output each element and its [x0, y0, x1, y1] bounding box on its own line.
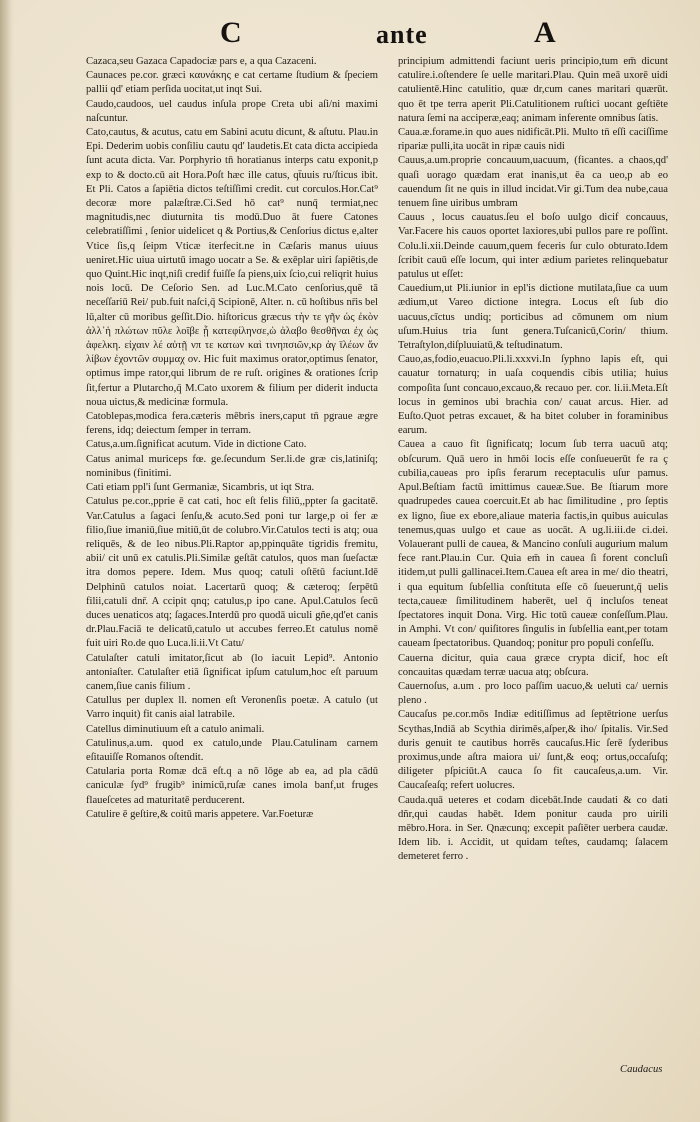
dictionary-entry: Cazaca,seu Gazaca Capadociæ pars e, a qua Cazaceni.	[86, 56, 317, 67]
dictionary-entry: Catulaſter catuli imitator,ſicut ab (lo iacuit Lepid⁹. Antonio antoniaſter. Catulaſter etiā ſignificat ipſum catulum,hoc eſt paruum canem,ſiue canis filium .	[86, 652, 378, 692]
running-head-word: ante	[376, 20, 428, 49]
running-head	[70, 16, 670, 56]
dictionary-entry: Catulinus,a.um. quod ex catulo,unde Plau.Catulinam carnem eſitauiſſe Romanos oſtendit.	[86, 737, 378, 763]
dictionary-entry: Catularia porta Romæ dcā eſt.q a nō lōge ab ea, ad pla cādū caniculæ ſyd⁹ frugib⁹ inimicū,ruſæ canes imola banf,ut fruges flaueſcetes ad maturitatē perducerent.	[86, 766, 378, 806]
dictionary-entry: Cauus , locus cauatus.ſeu el boſo uulgo dicif concauus, Var.Facere his cauos oportet laxiores,ubi pullos pare re poſſint. Colu.li.xii.Deinde cauum,quem feceris ſur culo obturato.Idem ſcribit cauū eſſe locum, qui inter ædium parietes relinquebatur patulus ut eſſet:	[398, 212, 668, 281]
dictionary-entry: Caudo,caudoos, uel caudus inſula prope Creta ubi aſi/ni maximi naſcuntur.	[86, 98, 378, 124]
running-head-right-letter: A	[534, 16, 556, 49]
dictionary-entry: Catellus diminutiuum eſt a catulo animali.	[86, 723, 265, 735]
left-text-column	[86, 55, 378, 822]
dictionary-entry: principium admittendi faciunt ueris principio,tum em̄ dicunt catulire.i.oſtendere ſe uelle maritari.Plau. Quin meā uxorē uidi catulientē.Hinc catulitio, quæ dr,cum canes maritari quærūt. quo ēt tpe terra aperit Pli.Catulitionem ruſtici uocant geſtiēte natura ſemi na acciperæ,eaq; animam inferente omnibus ſatis.	[398, 56, 668, 124]
dictionary-entry: Catus animal muriceps fœ. ge.ſecundum Ser.li.de græ cis,latiniſq; nominibus (finitimi.	[86, 453, 378, 479]
running-head-left-letter: C	[220, 16, 242, 49]
dictionary-entry: Catullus per duplex ll. nomen eſt Veronenſis poetæ. A catulo (ut Varro inquit) fit canis aial latrabile.	[86, 695, 378, 721]
dictionary-entry: Cauerna dicitur, quia caua græce crypta dicif, hoc eſt concauitas quædam terræ uacua atq; obſcura.	[398, 652, 668, 678]
dictionary-entry: Cauus,a.um.proprie concauum,uacuum, (ficantes. a chaos,qd' quaſi uorago quædam erat inanis,ut ēa ca ueo,p ab eo cauendum ſit ne quis in illud incidat.Vir gi.Tum dea nube,caua tenuem ſine uiribus umbram	[398, 155, 668, 210]
dictionary-entry: Cauo,as,fodio,euacuo.Pli.li.xxxvi.In ſyphno lapis eſt, qui cauatur tornaturq; in uaſa coquendis cibis utilia; huius compoſita ſunt concauo,excauo,& recauo per. cor. li.ii.Meta.Eſt locus in geminos ubi brachia con/ cauat arcus. Hier. ad Euſto.Quot petras excauet, & ha bitet coluber in foraminibus earum.	[398, 354, 668, 437]
right-text-column	[398, 55, 668, 865]
dictionary-entry: Catus,a.um.ſignificat acutum. Vide in dictione Cato.	[86, 439, 307, 451]
dictionary-entry: Caunaces pe.cor. græci καυνάκης e cat certame ſtudium & ſpeciem pallii qd' etiam perſida uocitat,ut inqt Sui.	[86, 70, 378, 96]
catchword: Caudacus	[620, 1064, 663, 1075]
dictionary-entry: Cauedium,ut Pli.iunior in epl'is dictione mutilata,ſiue ca uum ædium,ut Vareo dictione integra. Locus eſt ſub dio uacuus,cīctus undiq; porticibus ad cōmunem om nium uſum.Huius tria ſunt genera.Tuſcanicū,Corin/ thium. Tetraſtylon,diſpluuiatū,& teſtudinatum.	[398, 283, 668, 352]
dictionary-entry: Cauernoſus, a.um . pro loco paſſim uacuo,& ueluti ca/ uernis pleno .	[398, 680, 668, 707]
dictionary-entry: Catulire ē geſtire,& coitū maris appetere. Var.Foeturæ	[86, 808, 314, 820]
dictionary-entry: Cati etiam ppl'i ſunt Germaniæ, Sicambris, ut iqt Stra.	[86, 482, 315, 494]
dictionary-entry: Cauda.quā ueteres et codam dicebāt.Inde caudati & co dati dñr,qui caudas habēt. Idem ponitur cauda pro uirili mēbro.Hora. in Ser. Qnæcunq; excepit paſiēter uerbera caudæ. Idem lib. i. Accidit, ut quidam teſtes, caudamq; ſalacem demeteret ferro .	[398, 794, 668, 863]
dictionary-entry: Caucaſus pe.cor.mōs Indiæ editiſſimus ad ſeptētrione uerſus Scythas,Indiā ab Scythia dirimēs,aſper,& iho/ ſpitalis. Vir.Sed duris genuit te cautibus horrēs caucaſus.Hic ſerē ſyderibus proximus,unde aſtra maiora ui/ ſunt,& eoq; ortus,occaſuſq; diligeter pſpiciūt.A cauca ſo fit caucaſeus,a.um. Vir. Caucaſeaſq; refert uolucres.	[398, 709, 668, 792]
dictionary-entry: Cauea a cauo fit ſignificatq; locum ſub terra uacuū atq; obſcurum. Quā uero in hmōi locis eſſe conſueuerūt fe ra ç cubilia,caueas pro ipſis ferarum receptaculis uſur pamus. Apul.Beſtiam factū imittimus caueæ.Sue. Be ſtiarum more quadrupedes cauea coercuit.Et ab hac ſimilitudine , pro ſeptis ex ligno, ſiue ex ebore,aliaue materia factis,in quibus auiculas tenemus,quas uulgo et caue as uocāt. A ug.li.iii.de ci.dei. Volauerant pulli de cauea, & Mancino conſuli augurium malum fece rant.Plau.in Cur. Quia em̄ in cauea ſi forent concluſi itidem,ut pulli gallinacei.Item.Cauea eſt area in me/ dio theatri, i qua equitum ſubſellia conſtituta eſſe cō ſueuerunt,q̄ uelis tecta,caueæ ſimilitudinem haberēt, uel q̄ incluſos teneat ſpectatores inquit Dona. Virg. Hic totū caueæ conſeſſum.Plau. in Amphi. Vt con/ quiſitores ſingulis in ſubſellia eant,per totam caueam ſpectatoribus. Quandoq; ponitur pro populi conſeſſu.	[398, 439, 668, 650]
dictionary-entry: Catoblepas,modica fera.cæteris mēbris iners,caput tn̄ pgraue ægre ferens, idq; deiectum ſemper in terram.	[86, 411, 378, 437]
dictionary-entry: Catulus pe.cor.,pprie ē cat cati, hoc eſt felis filiū,,ppter ſa gacitatē. Var.Catulus a ſagaci ſenſu,& acuto.Sed poni tur large,p oi fer æ filio,ſiue imaniū,ſiue mitiū,ūt de colubro.Vir.Catulos tecti is atq; oua reliquēs, & de leo nibus.Pli.Raptor ap,ppinquāte tigridis fremitu, abii/ cit unū ex catulis.Pli.Similæ geſtāt catulos, quos man ſueſactæ itra domos pepere. Idem. Mus quoq; catuli oſtētū faciunt.Idē Delphinū catulos noiat. Lacertarū quoq; & cæteroq; ſerpētū filii,catuli dnr̄. A ccipit qnq; catulus,p ipo cane. Apul.Catulos ſecū duces uenaticos atq; ſagaces.Interdū pro quodā uiculi gñe,qd'et canis dr.Plau.Faciā te delicatū,catulo ut accubes ferreo.Et catulus nomē fuit uiri Ro.de quo Luca.li.ii.Vt Catu/	[86, 496, 378, 650]
dictionary-entry: Caua.æ.forame.in quo aues nidificāt.Pli. Multo tn̄ eſſi caciſſime ripariæ pulli,ita uocāt in ripæ cauis nidi	[398, 127, 668, 153]
page-gutter-shadow	[0, 0, 14, 1122]
dictionary-entry: Cato,cautus, & acutus, catu em Sabini acutu dicunt, & aſtutu. Plau.in Epi. Dederim uobis conſiliu cautu qd' laudetis.Et cata dicta accipieda ſunt acuta dicta. Var. Porphyrio tn̄ horatianus interps catu exponit,p exp to & docto.cū ait Hora.Poſt hæc ille catus, qt̄uuis ru/ſticus ibit. Et Pli. Catos a ſapiētia dictos teſtiſſimi credit. cut corculos.Hor.Cat⁹ decoræ more palæſtræ.Ci.Sed hō cat⁹ nunq̄ termiat,nec magnitudis,nec diuturnita tis modū.Duo āt fuere Catones celebratiſſimi , ſenior uidelicet q & Portius,& Cenſorius dictus e,alter Vtice ſis,q ſeipm Vticæ iterfecit.ne in Cæſaris manus uiuus ueniret.Hic uiua uirtutū imago uocatr a Se. & exēplar uiri ſapiētis,de quo Quint.Hic inqt,niſi credif fuiſſe ſa piens,uix ſcio,cui reliqrit huius nois locū. De Ceſorio Sen. ad Luc.M.Cato cenſorius,quē tā neceſſariū Rei/ pub.fuit naſci,q̄ Scipionē, Alter. n. cū hoſtibus nr̄is bel lū,alter cū moribus geſſit.Dio. hiſtoricus græcus τὴν τε γῆν ὡς ἐκὸν ἀλλ᾽ἡ πλώτων πῦλε λοῖβε ᾖ κατεφίληνσε,ὡ ἀλαβο θεσθῆναι ἐχ ὡς ἀφελκη. εἰχαιν λέ αὐτῇ νπ τε κατων καὶ τινηπσιῶν,κρ ἀγ ῑλέων ἄν λίβων ἐχοντῶν συμμαχ ον. Hic fuit maximus orator,optimus ſenator, optimus impe rator,qui librum de re ruſt. origines & orationes ſcrip ſit,fertur a Plutarcho,q̄ M.Cato uxorem & filium per diderit inducta noua uictus,& medicinæ formula.	[86, 127, 378, 408]
